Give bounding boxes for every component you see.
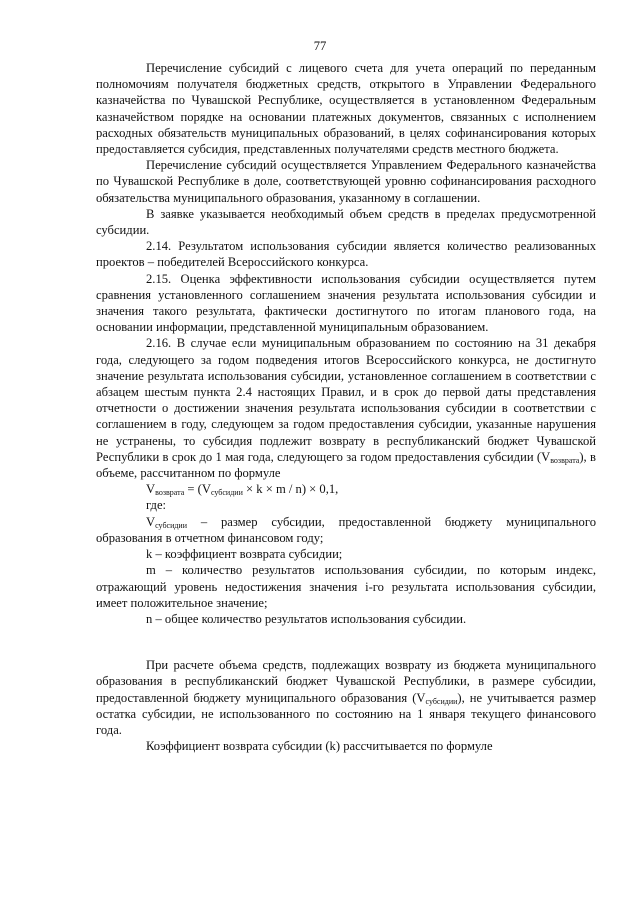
formula-inner-subscript: субсидии	[210, 488, 243, 498]
document-body	[96, 60, 596, 754]
paragraph-return-calculation-tail: ), не учитывается размер остатка субсидии, не использованного по состоянию на 1 января текущего финансового года.	[96, 690, 596, 737]
paragraph-subsidy-transfer: Перечисление субсидий с лицевого счета для учета операций по переданным полномочиям получателя бюджетных средств, открытого в Управлении Федерального казначейства по Чувашской Республике, осуществляется в установленном Федеральным казначейством порядке на основании платежных документов, связанных с исполнением расходных обязательств муниципальных образований, в целях софинансирования которых предоставляется субсидия, представленных получателями средств местного бюджета.	[96, 61, 596, 157]
page-number: 77	[313, 39, 327, 53]
where-label: где:	[146, 498, 167, 513]
formula-equals-open: = (V	[184, 482, 211, 497]
paragraph-2-16-text: 2.16. В случае если муниципальным образованием по состоянию на 31 декабря года, следующего за годом подведения итогов Всероссийского конкурса, не достигнуто значение результата использования субсидии, установленное соглашением в соответствии с абзацем шестым пункта 2.4 настоящих Правил, и в срок до первой даты представления отчетности о достижении значения результата использования субсидии в соответствии с соглашением в году, следующем за годом предоставления субсидии, указанные нарушения не устранены, то субсидия подлежит возврату в республиканский бюджет Чувашской Республики в срок до 1 мая года, следующего за годом предоставления субсидии (V	[96, 336, 596, 464]
paragraph-2-16-tail: ), в объеме, рассчитанном по формуле	[96, 449, 597, 481]
paragraph-2-15: 2.15. Оценка эффективности использования субсидии осуществляется путем сравнения установленного соглашением значения результата использования субсидии и значения такого результата, фактически достигнутого по итогам планового года, на основании информации, представленной муниципальным образованием.	[96, 271, 596, 335]
paragraph-2-14: 2.14. Результатом использования субсидии является количество реализованных проектов – победителей Всероссийского конкурса.	[96, 239, 596, 270]
definition-n: n – общее количество результатов использования субсидии.	[146, 611, 467, 626]
paragraph-return-calculation	[96, 657, 596, 738]
definition-v-subsidy	[96, 514, 596, 546]
subscript-return: возврата	[550, 455, 580, 465]
formula-rest: × k × m / n) × 0,1,	[242, 482, 339, 497]
definition-k: k – коэффициент возврата субсидии;	[146, 547, 343, 562]
paragraph-application-volume: В заявке указывается необходимый объем средств в пределах предусмотренной субсидии.	[96, 206, 596, 238]
formula-v-subscript: возврата	[155, 488, 185, 498]
spacer	[96, 627, 596, 657]
paragraph-2-16	[96, 335, 596, 481]
paragraph-coefficient-formula: Коэффициент возврата субсидии (k) рассчитывается по формуле	[146, 739, 493, 754]
paragraph-treasury-share: Перечисление субсидий осуществляется Управлением Федерального казначейства по Чувашской Республике в доле, соответствующей уровню софинансирования расходного обязательства муниципального образования, указанному в соглашении.	[96, 158, 596, 205]
definition-v-subscript: субсидии	[155, 520, 187, 530]
definition-v-text: – размер субсидии, предоставленной бюджету муниципального образования в отчетном финансовом году;	[96, 514, 596, 545]
subscript-subsidy: субсидии	[425, 696, 458, 706]
definition-m: m – количество результатов использования субсидии, по которым индекс, отражающий уровень недостижения значения i-го результата использования субсидии, имеет положительное значение;	[96, 563, 596, 610]
formula-return-volume	[96, 481, 596, 497]
formula-v-symbol: V	[146, 482, 156, 497]
definition-v-symbol: V	[146, 514, 156, 529]
paragraph-return-calculation-text: При расчете объема средств, подлежащих возврату из бюджета муниципального образования в республиканский бюджет Чувашской Республики, в размере субсидии, предоставленной бюджету муниципального образования (V	[96, 658, 596, 705]
